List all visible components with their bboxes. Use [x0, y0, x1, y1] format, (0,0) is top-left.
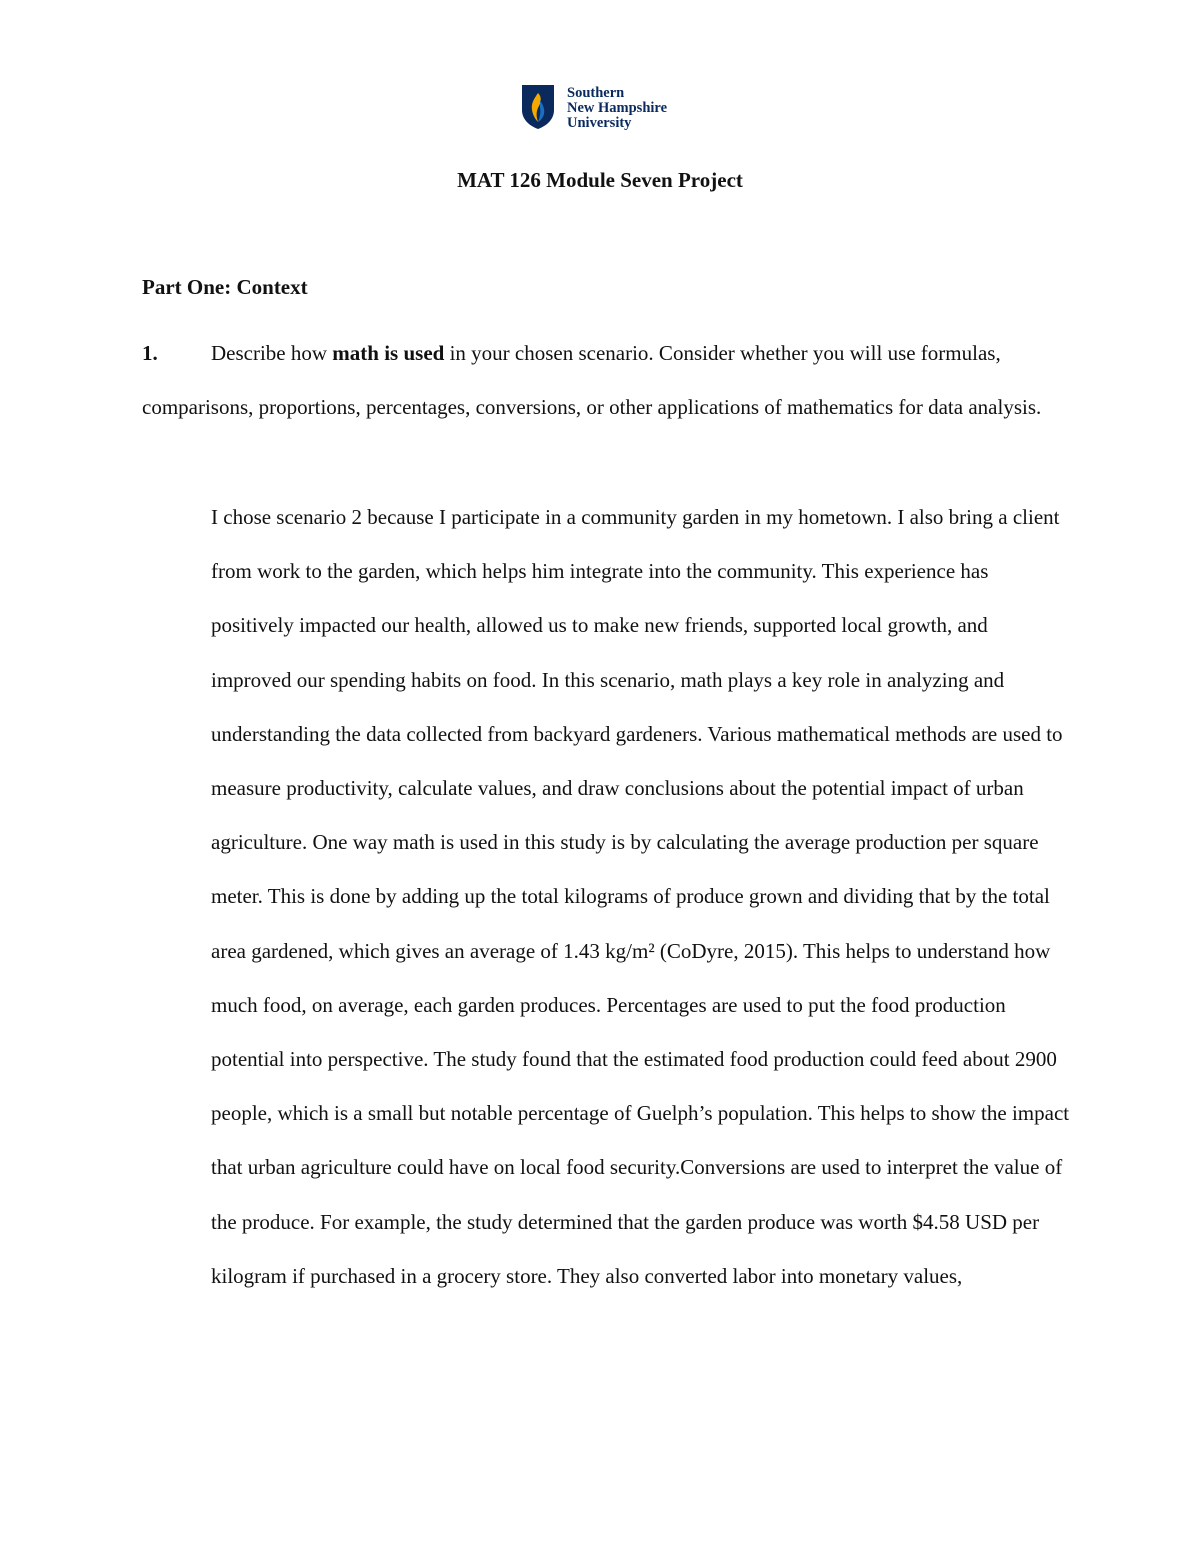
logo-line-1: Southern — [567, 85, 625, 101]
section-heading: Part One: Context — [142, 275, 308, 299]
university-logo — [521, 84, 691, 132]
question-number: 1. — [142, 341, 158, 365]
answer-paragraph: I chose scenario 2 because I participate in a community garden in my hometown. I also bring a client from work to the garden, which helps him integrate into the community. This experience has positively impacted our health, allowed us to make new friends, supported local growth, and improved our spending habits on food. In this scenario, math plays a key role in analyzing and understanding the data collected from backyard gardeners. Various mathematical methods are used to measure productivity, calculate values, and draw conclusions about the potential impact of urban agriculture. One way math is used in this study is by calculating the average production per square meter. This is done by adding up the total kilograms of produce grown and dividing that by the total area gardened, which gives an average of 1.43 kg/m² (CoDyre, 2015). This helps to understand how much food, on average, each garden produces. Percentages are used to put the food production potential into perspective. The study found that the estimated food production could feed about 2900 people, which is a small but notable percentage of Guelph’s population. This helps to show the impact that urban agriculture could have on local food security.Conversions are used to interpret the value of the produce. For example, the study determined that the garden produce was worth $4.58 USD per kilogram if purchased in a grocery store. They also converted labor into monetary values, — [211, 505, 1070, 1288]
question-text-pre: Describe how — [211, 341, 333, 365]
logo-wordmark — [567, 86, 667, 131]
question-text-bold: math is used — [332, 341, 445, 365]
question-text-post: in your chosen scenario. Consider whether you will use formulas, comparisons, proportions, percentages, conversions, or other applications of mathematics for data analysis. — [142, 341, 1042, 420]
shield-flame-icon — [521, 84, 555, 130]
document-title: MAT 126 Module Seven Project — [457, 168, 743, 192]
logo-line-3: University — [567, 115, 632, 131]
question-1 — [142, 326, 1062, 434]
logo-line-2: New Hampshire — [567, 100, 668, 116]
